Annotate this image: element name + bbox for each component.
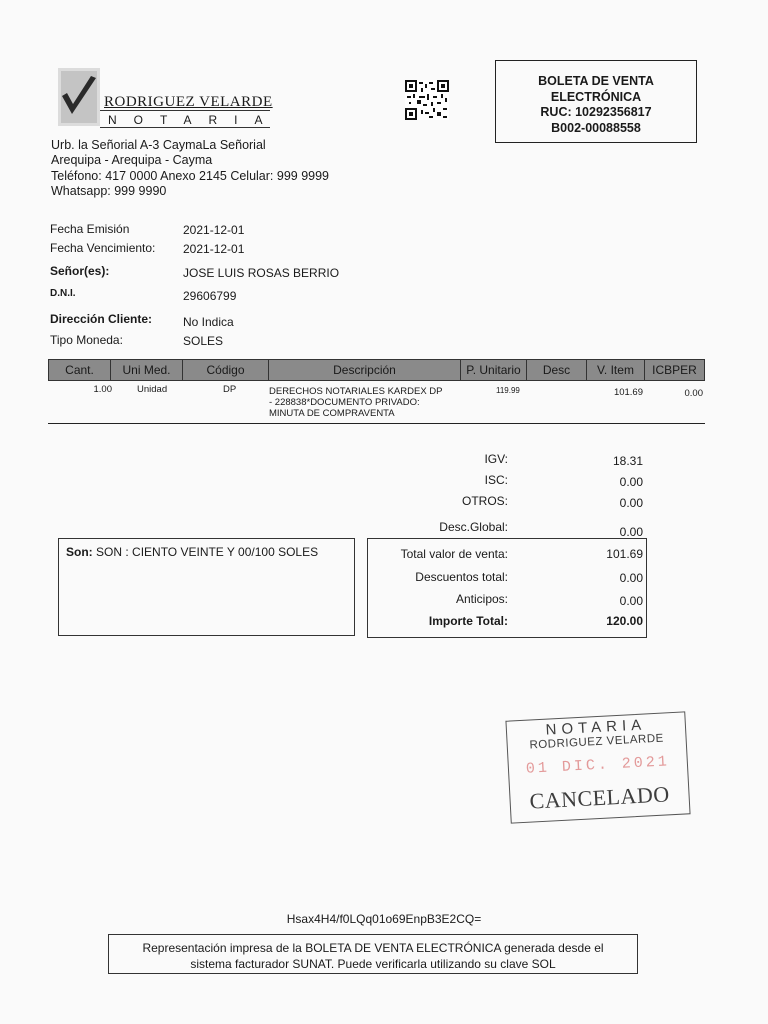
descuentos-label: Descuentos total: — [415, 570, 508, 584]
cell-descripcion-3: MINUTA DE COMPRAVENTA — [269, 408, 395, 419]
cell-p-unitario: 119.99 — [496, 386, 520, 395]
direccion-value: No Indica — [183, 315, 234, 329]
col-header-icbper: ICBPER — [652, 363, 697, 377]
verification-hash: Hsax4H4/f0LQq01o69EnpB3E2CQ= — [286, 912, 482, 926]
col-header-cant: Cant. — [49, 360, 111, 380]
fecha-emision-value: 2021-12-01 — [183, 223, 245, 237]
logo-name: RODRIGUEZ VELARDE — [104, 94, 273, 110]
total-valor-label: Total valor de venta: — [400, 547, 508, 561]
stamp-line-notaria: NOTARIA — [545, 716, 647, 739]
document-number: B002-00088558 — [551, 120, 641, 135]
col-header-v-item: V. Item — [587, 360, 645, 380]
notaria-check-logo-icon — [58, 68, 100, 126]
total-valor-value: 101.69 — [606, 547, 643, 561]
col-header-desc: Desc — [527, 360, 587, 380]
desc-global-label: Desc.Global: — [439, 520, 508, 534]
otros-value: 0.00 — [619, 496, 643, 510]
tipo-moneda-value: SOLES — [183, 334, 224, 348]
senor-value: JOSE LUIS ROSAS BERRIO — [183, 266, 340, 280]
cell-cant: 1.00 — [93, 384, 112, 395]
issuer-whatsapp: Whatsapp: 999 9990 — [51, 184, 167, 198]
logo-subtitle: NOTARIA — [100, 110, 270, 128]
col-header-codigo: Código — [183, 360, 269, 380]
footer-line-1: Representación impresa de la BOLETA DE VENTA ELECTRÓNICA generada desde el — [142, 941, 604, 955]
col-header-descripcion: Descripción — [269, 360, 461, 380]
cell-unidad: Unidad — [137, 384, 168, 395]
document-type-box — [495, 60, 697, 143]
isc-label: ISC: — [484, 473, 508, 487]
doc-type-line1: BOLETA DE VENTA — [538, 74, 654, 88]
fecha-vencimiento-label: Fecha Vencimiento: — [50, 241, 156, 255]
cell-v-item: 101.69 — [613, 387, 643, 398]
son-label: Son: — [66, 545, 93, 559]
items-table-header — [48, 359, 705, 381]
descuentos-value: 0.00 — [619, 571, 643, 585]
tipo-moneda-label: Tipo Moneda: — [50, 333, 123, 347]
cell-descripcion-2: - 228838*DOCUMENTO PRIVADO: — [269, 397, 420, 408]
issuer-address-2: Arequipa - Arequipa - Cayma — [51, 153, 213, 167]
cell-icbper: 0.00 — [684, 388, 703, 399]
anticipos-value: 0.00 — [619, 594, 643, 608]
table-bottom-rule — [48, 423, 705, 424]
isc-value: 0.00 — [619, 475, 643, 489]
dni-label: D.N.I. — [50, 288, 76, 299]
cell-codigo: DP — [223, 384, 237, 395]
footer-notice-box — [108, 934, 638, 974]
otros-label: OTROS: — [461, 494, 508, 508]
doc-type-line2: ELECTRÓNICA — [550, 89, 642, 104]
senor-label: Señor(es): — [50, 264, 110, 278]
issuer-address-1: Urb. la Señorial A-3 CaymaLa Señorial — [51, 138, 266, 152]
importe-total-value: 120.00 — [606, 614, 643, 628]
col-header-p-unitario: P. Unitario — [461, 360, 527, 380]
igv-value: 18.31 — [612, 454, 643, 468]
importe-total-label: Importe Total: — [428, 614, 508, 628]
col-header-uni-med: Uni Med. — [111, 360, 183, 380]
stamp-line-name: RODRIGUEZ VELARDE — [529, 732, 665, 752]
fecha-emision-label: Fecha Emisión — [50, 222, 130, 236]
stamp-status: CANCELADO — [528, 781, 671, 814]
dni-value: 29606799 — [183, 289, 237, 303]
son-text: SON : CIENTO VEINTE Y 00/100 SOLES — [96, 545, 319, 559]
cell-descripcion-1: DERECHOS NOTARIALES KARDEX DP — [269, 386, 443, 397]
direccion-label: Dirección Cliente: — [50, 312, 153, 326]
ruc-number: RUC: 10292356817 — [540, 105, 652, 119]
qr-code-icon — [405, 80, 449, 120]
stamp-date: 01 DIC. 2021 — [525, 753, 671, 778]
anticipos-label: Anticipos: — [455, 592, 508, 606]
desc-global-value: 0.00 — [619, 525, 643, 539]
issuer-phone: Teléfono: 417 0000 Anexo 2145 Celular: 999 9999 — [51, 169, 330, 183]
cancelado-stamp — [505, 711, 690, 823]
footer-line-2: sistema facturador SUNAT. Puede verificarla utilizando su clave SOL — [190, 957, 556, 971]
fecha-vencimiento-value: 2021-12-01 — [183, 242, 245, 256]
igv-label: IGV: — [484, 452, 508, 466]
